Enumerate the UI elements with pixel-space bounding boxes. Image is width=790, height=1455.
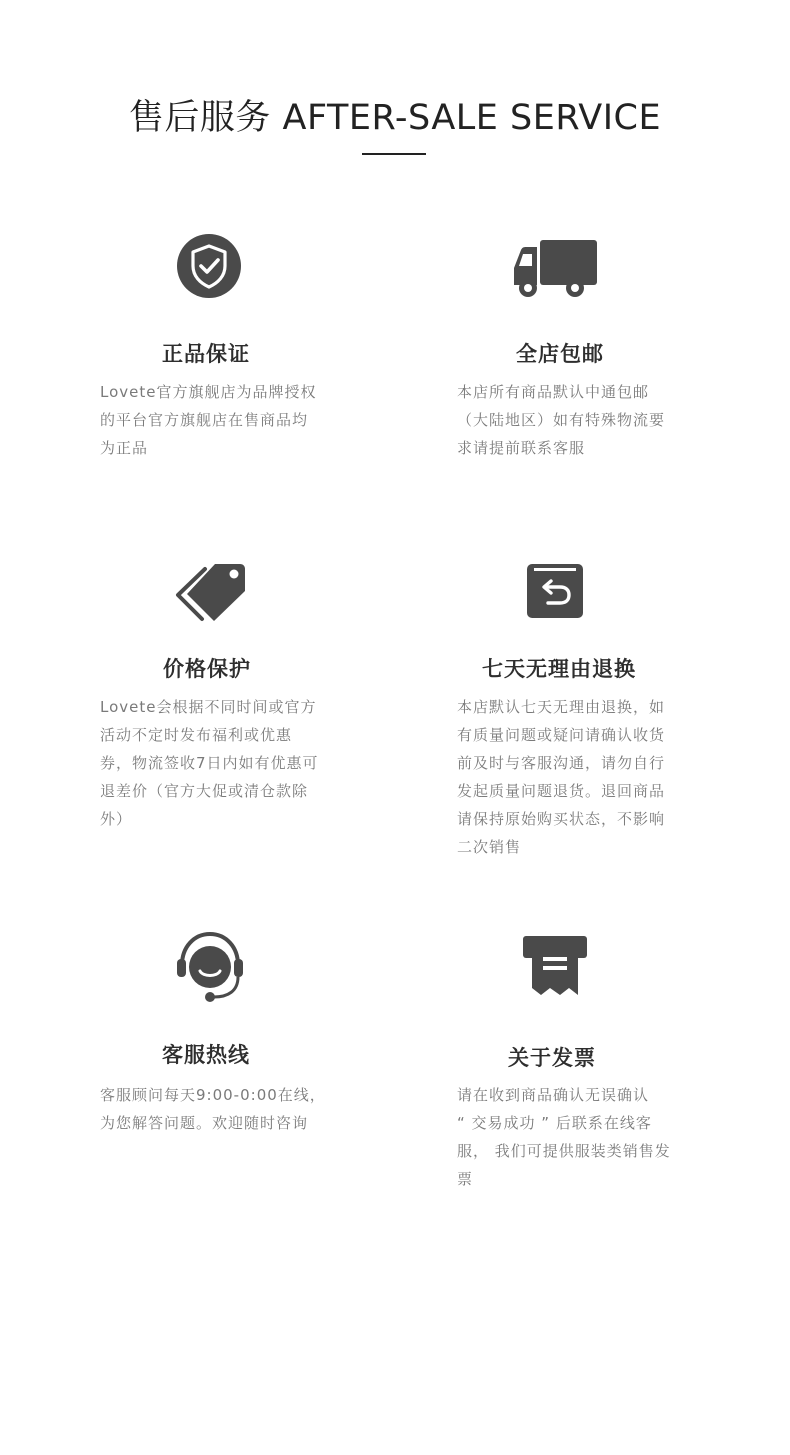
service-description: 本店所有商品默认中通包邮 （大陆地区）如有特殊物流要 求请提前联系客服	[457, 383, 666, 457]
price-tag-icon	[175, 561, 247, 623]
page-title: 售后服务 AFTER-SALE SERVICE	[128, 98, 662, 138]
return-box-icon	[526, 561, 584, 619]
service-description: 本店默认七天无理由退换，如 有质量问题或疑问请确认收货 前及时与客服沟通，请勿自行 发起质量问题退货。退回商品 请保持原始购买状态，不影响 二次销售	[457, 698, 666, 856]
service-description: Lovete会根据不同时间或官方 活动不定时发布福利或优惠 券，物流签收7日内如有优惠可 退差价（官方大促或清仓款除 外）	[100, 698, 319, 828]
service-description: Lovete官方旗舰店为品牌授权 的平台官方旗舰店在售商品均 为正品	[100, 383, 317, 457]
service-title: 关于发票	[508, 1046, 596, 1070]
service-title: 价格保护	[163, 657, 251, 681]
service-title: 正品保证	[162, 342, 250, 366]
title-underline	[362, 153, 426, 155]
service-title: 七天无理由退换	[482, 657, 636, 681]
headset-icon	[174, 929, 246, 1005]
receipt-icon	[522, 935, 588, 997]
service-title: 客服热线	[162, 1043, 250, 1067]
shield-check-icon	[176, 233, 242, 299]
delivery-truck-icon	[512, 238, 598, 300]
service-title: 全店包邮	[516, 342, 604, 366]
service-description: 请在收到商品确认无误确认 “ 交易成功 ” 后联系在线客 服， 我们可提供服装类销售发 票	[457, 1086, 671, 1188]
service-description: 客服顾问每天9:00-0:00在线， 为您解答问题。欢迎随时咨询	[100, 1086, 326, 1132]
